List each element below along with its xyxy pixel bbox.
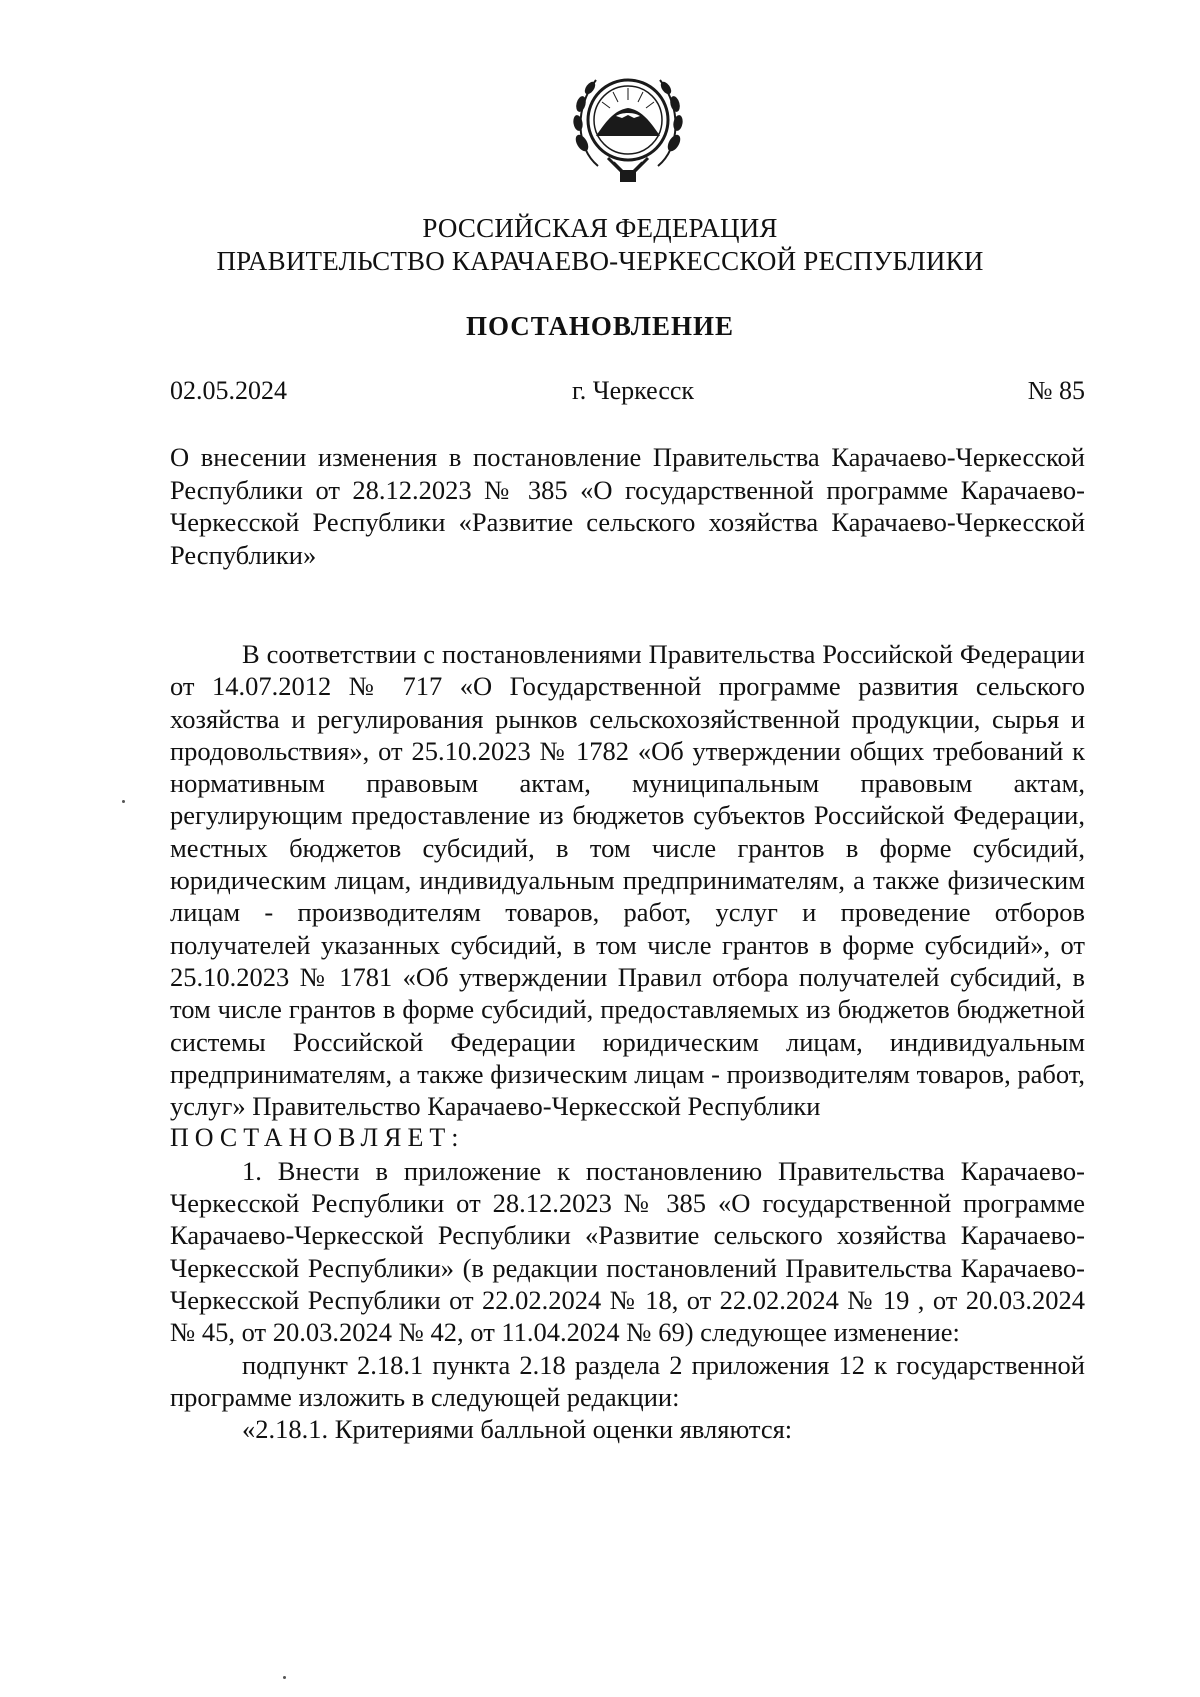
document-type-title: ПОСТАНОВЛЕНИЕ xyxy=(465,311,735,341)
document-subject: О внесении изменения в постановление Правительства Карачаево-Черкесской Республики от 28.12.2023 № 385 «О государственной программе Карачаево-Черкесской Республики «Развитие сельского хозяйства Карачаево-Черкесской Республики» xyxy=(170,442,1085,570)
coat-of-arms-icon xyxy=(568,58,688,188)
item-1-paragraph: 1. Внести в приложение к постановлению Правительства Карачаево-Черкесской Республики от 28.12.2023 № 385 «О государственной программе Карачаево-Черкесской Республики «Развитие сельского хозяйства Карачаево-Черкесской Республики» (в редакции постановлений Правительства Карачаево-Черкесской Республики от 22.02.2024 № 18, от 22.02.2024 № 19 , от 20.03.2024 № 45, от 20.03.2024 № 42, от 11.04.2024 № 69) следующее изменение: xyxy=(170,1155,1085,1348)
decree-word: ПОСТАНОВЛЯЕТ: xyxy=(170,1123,465,1153)
document-body xyxy=(170,638,1085,1445)
government-heading: ПРАВИТЕЛЬСТВО КАРАЧАЕВО-ЧЕРКЕССКОЙ РЕСПУБЛИКИ xyxy=(216,246,984,276)
criteria-paragraph: «2.18.1. Критериями балльной оценки являются: xyxy=(242,1414,793,1445)
document-date: 02.05.2024 xyxy=(170,376,287,405)
scan-speck xyxy=(122,800,125,803)
document-number: № 85 xyxy=(1027,376,1085,405)
scan-speck xyxy=(283,1676,286,1679)
country-heading: РОССИЙСКАЯ ФЕДЕРАЦИЯ xyxy=(422,213,778,243)
preamble-paragraph: В соответствии с постановлениями Правительства Российской Федерации от 14.07.2012 № 717 «О Государственной программе развития сельского хозяйства и регулирования рынков сельскохозяйственной продукции, сырья и продовольствия», от 25.10.2023 № 1782 «Об утверждении общих требований к нормативным правовым актам, муниципальным правовым актам, регулирующим предоставление из бюджетов субъектов Российской Федерации, местных бюджетов субсидий, в том числе грантов в форме субсидий, юридическим лицам, индивидуальным предпринимателям, а также физическим лицам - производителям товаров, работ, услуг и проведение отборов получателей указанных субсидий, в том числе грантов в форме субсидий», от 25.10.2023 № 1781 «Об утверждении Правил отбора получателей субсидий, в том числе грантов в форме субсидий, предоставляемых из бюджетов бюджетной системы Российской Федерации юридическим лицам, индивидуальным предпринимателям, а также физическим лицам - производителям товаров, работ, услуг» Правительство Карачаево-Черкесской Республики xyxy=(170,639,1085,1122)
document-city: г. Черкесск xyxy=(572,376,695,405)
subitem-paragraph: подпункт 2.18.1 пункта 2.18 раздела 2 приложения 12 к государственной программе изложить в следующей редакции: xyxy=(170,1349,1085,1412)
